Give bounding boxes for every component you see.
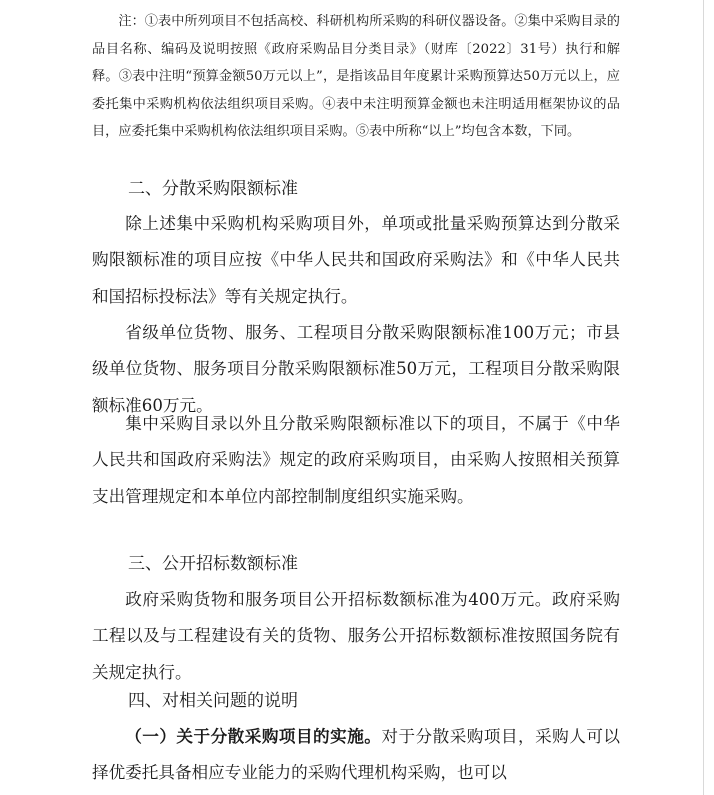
subsection-title: （一）关于分散采购项目的实施。 bbox=[125, 726, 382, 746]
paragraph-provincial-municipal-limits: 省级单位货物、服务、工程项目分散采购限额标准100万元；市县级单位货物、服务项目分散采购限额标准50万元，工程项目分散采购限额标准60万元。 bbox=[92, 323, 620, 415]
subsection-text: 对于分散采购项目，采购人可以择优委托具备相应专业能力的采购代理机构采购，也可以 bbox=[92, 727, 621, 783]
section-heading-explanations: 四、对相关问题的说明 bbox=[128, 691, 298, 711]
paragraph-non-government-procurement: 集中采购目录以外且分散采购限额标准以下的项目，不属于《中华人民共和国政府采购法》规定的政府采购项目，由采购人按照相关预算支出管理规定和本单位内部控制制度组织实施采购。 bbox=[92, 414, 620, 506]
section-heading-public-tender: 三、公开招标数额标准 bbox=[128, 554, 298, 574]
table-footnote: 注：①表中所列项目不包括高校、科研机构所采购的科研仪器设备。②集中采购目录的品目名称、编码及说明按照《政府采购品目分类目录》（财库〔2022〕31号）执行和解释。③表中注明“预算金额50万元以上”，是指该品目年度累计采购预算达50万元以上，应委托集中采购机构依法组织项目采购。④表中未注明预算金额也未注明适用框架协议的品目，应委托集中采购机构依法组织项目采购。⑤表中所称“以上”均包含本数，下同。 bbox=[92, 14, 620, 140]
page-edge-divider bbox=[703, 0, 704, 795]
paragraph-decentralized-threshold: 除上述集中采购机构采购项目外，单项或批量采购预算达到分散采购限额标准的项目应按《中华人民共和国政府采购法》和《中华人民共和国招标投标法》等有关规定执行。 bbox=[92, 214, 620, 306]
section-heading-decentralized-procurement: 二、分散采购限额标准 bbox=[128, 179, 298, 199]
paragraph-public-tender-threshold: 政府采购货物和服务项目公开招标数额标准为400万元。政府采购工程以及与工程建设有关的货物、服务公开招标数额标准按照国务院有关规定执行。 bbox=[92, 590, 620, 682]
paragraph-decentralized-implementation bbox=[92, 718, 620, 792]
